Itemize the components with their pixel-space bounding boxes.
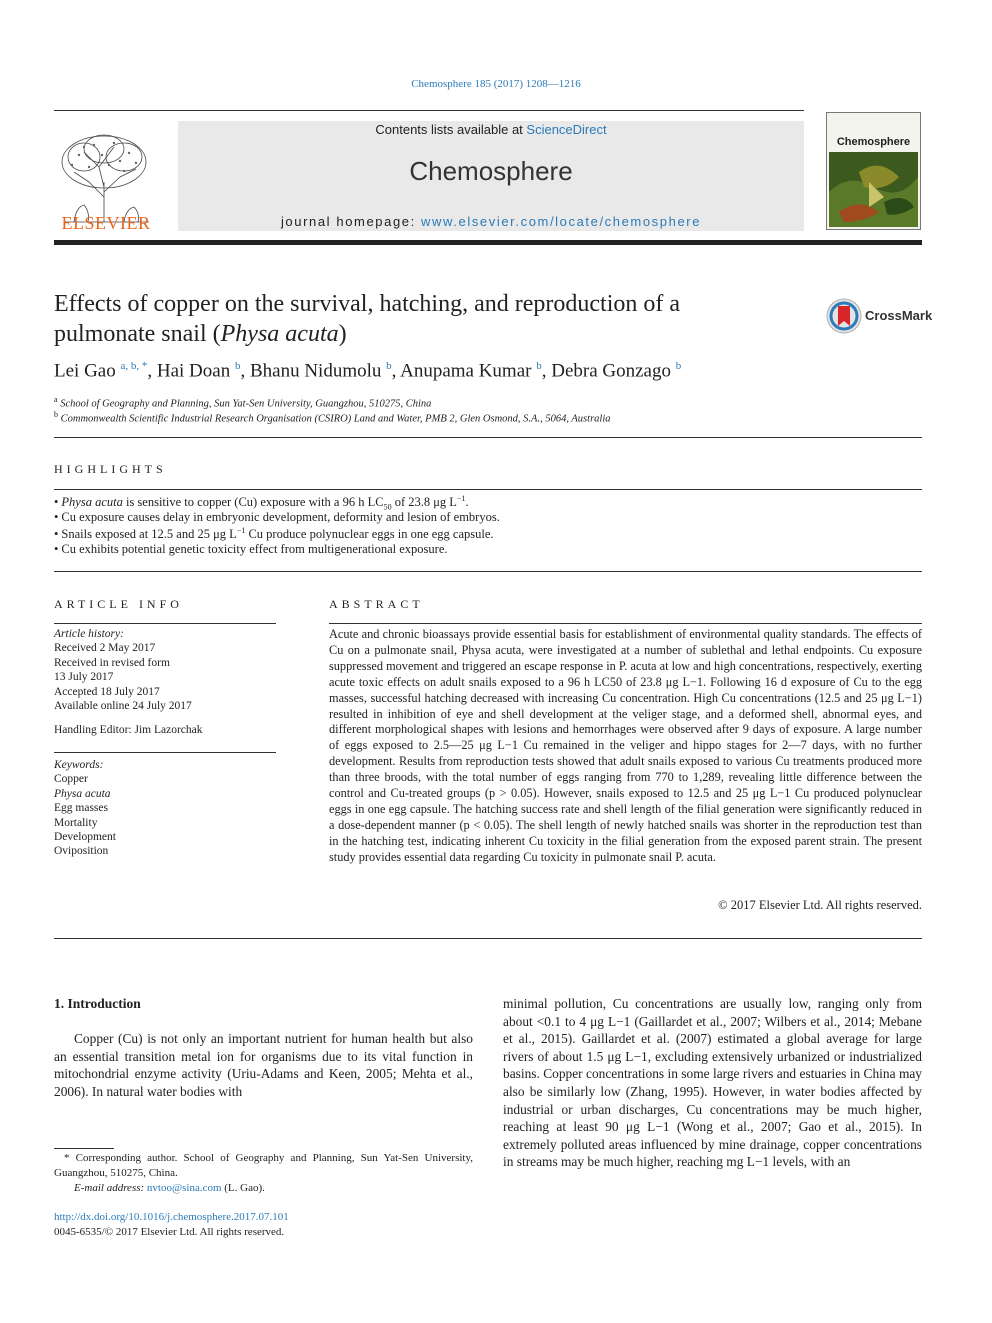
- journal-name: Chemosphere: [409, 156, 573, 186]
- author-affiliation-mark[interactable]: b: [386, 360, 392, 372]
- abstract-copyright: © 2017 Elsevier Ltd. All rights reserved.: [718, 898, 922, 912]
- email-label: E-mail address:: [74, 1182, 147, 1194]
- keywords: [54, 758, 276, 859]
- cover-image: [829, 152, 918, 227]
- email-suffix: (L. Gao).: [221, 1182, 265, 1194]
- footnote: [54, 1151, 473, 1196]
- sciencedirect-link[interactable]: ScienceDirect: [526, 122, 607, 137]
- header-top-rule: [54, 110, 804, 111]
- contents-prefix: Contents lists available at: [375, 122, 527, 137]
- author-affiliation-mark[interactable]: b: [675, 360, 682, 372]
- author-affiliation-mark[interactable]: a, b, *: [120, 360, 148, 372]
- body-column-right: minimal pollution, Cu concentrations are usually low, ranging only from about <0.1 to 4 μg L−1 (Gaillardet et al., 2007; Wilbers et al., 2014; Mebane et al., 2015). Gaillardet et al. (2007) estimated a global average for large rivers of about 1.5 μg L−1, excluding extensively urbanized or industrialized basins. Copper concentrations in some large rivers and estuaries in China may also be similarly low (Zhang, 1995). However, in water bodies affected by industrial or urban discharges, Cu concentrations may be much higher, reaching at least 90 μg L−1 (Wong et al., 2007; Gao et al., 2015). In extremely polluted areas influenced by mine drainage, copper concentrations in streams may be much higher, reaching mg L−1 levels, with an: [503, 996, 922, 1170]
- abstract-heading: ABSTRACT: [329, 597, 424, 611]
- publisher-logo-text: ELSEVIER: [61, 213, 151, 233]
- cover-title: Chemosphere: [836, 136, 911, 148]
- keyword: Oviposition: [54, 845, 109, 858]
- highlights-heading: HIGHLIGHTS: [54, 462, 167, 476]
- author-name: Hai Doan: [156, 360, 235, 382]
- title-species: Physa acuta: [220, 321, 339, 347]
- affiliation-mark: b: [54, 410, 58, 419]
- highlight-item: • Snails exposed at 12.5 and 25 μg $L^{-1}$ Cu produce polynuclear eggs in one egg capsule.: [54, 526, 494, 542]
- keyword: Development: [54, 831, 116, 844]
- affiliation-text: Commonwealth Scientific Industrial Research Organisation (CSIRO) Land and Water, PMB 2, Glen Osmond, S.A., 5064, Australia: [60, 413, 611, 425]
- author-list: Lei Gao $^{a, b, *}$, Hai Doan $^b$, Bhanu Nidumolu $^b$, Anupama Kumar $^b$, Debra Gonzago $^b$: [54, 360, 682, 382]
- journal-reference-link[interactable]: Chemosphere 185 (2017) 1208—1216: [411, 78, 581, 90]
- author-name: Bhanu Nidumolu: [249, 360, 387, 382]
- divider: [54, 489, 922, 490]
- keywords-label: Keywords:: [54, 759, 104, 771]
- title-part: pulmonate snail (: [54, 321, 221, 347]
- section-heading-introduction: 1. Introduction: [54, 996, 141, 1011]
- keyword: Mortality: [54, 816, 98, 829]
- doi-link[interactable]: http://dx.doi.org/10.1016/j.chemosphere.2017.07.101: [54, 1211, 289, 1223]
- footnote-rule: [54, 1148, 114, 1149]
- issn-line: 0045-6535/© 2017 Elsevier Ltd. All rights reserved.: [54, 1226, 285, 1238]
- homepage-prefix: journal homepage:: [280, 214, 422, 229]
- keyword: Physa acuta: [54, 787, 111, 800]
- crossmark-label[interactable]: CrossMark: [865, 308, 933, 323]
- divider: [54, 938, 922, 939]
- affiliation-a: [54, 395, 914, 410]
- history-item: Received in revised form: [54, 656, 170, 669]
- body-column-left: Copper (Cu) is not only an important nutrient for human health but also an essential transition metal ion for organisms due to its vital function in mitochondrial enzyme activity (Uriu-Adams and Keen, 2005; Mehta et al., 2006). In natural water bodies with: [54, 1031, 473, 1099]
- highlight-item: • Cu exposure causes delay in embryonic development, deformity and lesion of embryos.: [54, 510, 500, 524]
- author-affiliation-mark[interactable]: b: [536, 360, 542, 372]
- highlight-item: • Cu exhibits potential genetic toxicity effect from multigenerational exposure.: [54, 542, 448, 556]
- title-line-2: [54, 319, 794, 349]
- keyword: Egg masses: [54, 802, 108, 815]
- handling-editor: Handling Editor: Jim Lazorchak: [54, 724, 203, 736]
- header-thick-rule: [54, 240, 922, 245]
- divider: [329, 623, 922, 624]
- abstract-text: Acute and chronic bioassays provide essential basis for establishment of environmental quality standards. The effects of Cu on a pulmonate snail, Physa acuta, were investigated at a number of sublethal and lethal endpoints. Cu exposure suppressed movement and triggered an escape response in P. acuta at low and high concentrations, respectively, exerting acute toxic effects on adult snails exposed to a 96 h LC50 of 23.8 μg L−1. Following 16 d exposure of Cu to the egg masses, successful hatching decreased with increasing Cu concentration. High Cu concentrations (12.5 and 25 μg L−1) resulted in inhibition of eye and shell development at the veliger stage, and a deformed shell, abnormal eyes, and different morphological shapes with lesions and hemorrhages were observed after 9 days of exposure. A large number of eggs exposed to 2.5—25 μg L−1 Cu remained in the veliger and hippo stages for 2—7 days, with no further development. Results from reproduction tests showed that adult snails exposed to various Cu treatments produced more than three broods, with the total number of eggs ranging from 770 to 1,289, revealing little difference between the control and Cu-treated groups (p > 0.05). However, snails exposed to 12.5 and 25 μg L−1 Cu produced polynuclear eggs in one egg capsule. The hatching success rate and shell length of the filial generation were significantly reduced in a dose-dependent manner (p < 0.05). The shell length of newly hatched snails was shorter in the reproduction test than in the hatching test, indicating inherent Cu toxicity in the filial generation from the exposed parent strain. The present study provides essential data regarding Cu toxicity in pulmonate snail P. acuta.: [329, 627, 922, 864]
- affiliation-b: [54, 410, 914, 425]
- history-label: Article history:: [54, 628, 124, 640]
- affiliation-text: School of Geography and Planning, Sun Yat-Sen University, Guangzhou, 510275, China: [60, 398, 432, 410]
- article-history: [54, 627, 276, 713]
- divider: [54, 571, 922, 572]
- email-link[interactable]: nvtoo@sina.com: [146, 1182, 222, 1194]
- divider: [54, 437, 922, 438]
- footnote-email-line: [54, 1181, 473, 1196]
- article-title: [54, 289, 794, 349]
- keyword: Copper: [54, 773, 88, 786]
- highlight-item: • Physa acuta is sensitive to copper (Cu) exposure with a 96 h $LC_{50}$ of 23.8 μg $L^{-1}$.: [54, 494, 469, 512]
- author-name: Debra Gonzago: [551, 360, 676, 382]
- homepage-link[interactable]: www.elsevier.com/locate/chemosphere: [421, 214, 702, 229]
- contents-line: [178, 122, 804, 137]
- author-affiliation-mark[interactable]: b: [234, 360, 241, 372]
- divider: [54, 623, 276, 624]
- article-info-heading: ARTICLE INFO: [54, 597, 183, 611]
- title-line-1: Effects of copper on the survival, hatching, and reproduction of a: [54, 291, 681, 317]
- author-name: Anupama Kumar: [400, 360, 537, 382]
- affiliation-mark: a: [54, 395, 58, 404]
- history-item: 13 July 2017: [54, 671, 114, 684]
- history-item: Received 2 May 2017: [54, 642, 156, 655]
- history-item: Accepted 18 July 2017: [54, 685, 160, 698]
- footnote-corresponding: * Corresponding author. School of Geography and Planning, Sun Yat-Sen University, Guangzhou, 510275, China.: [54, 1152, 473, 1179]
- title-part: ): [338, 321, 347, 347]
- highlight-text: Cu exposure causes delay in embryonic development, deformity and lesion of embryos.: [61, 510, 500, 524]
- author-name: Lei Gao: [54, 360, 121, 382]
- homepage-line: [178, 214, 804, 229]
- highlight-text: Cu exhibits potential genetic toxicity effect from multigenerational exposure.: [61, 542, 448, 556]
- divider: [54, 752, 276, 753]
- crossmark-icon[interactable]: [825, 297, 863, 335]
- history-item: Available online 24 July 2017: [54, 700, 192, 713]
